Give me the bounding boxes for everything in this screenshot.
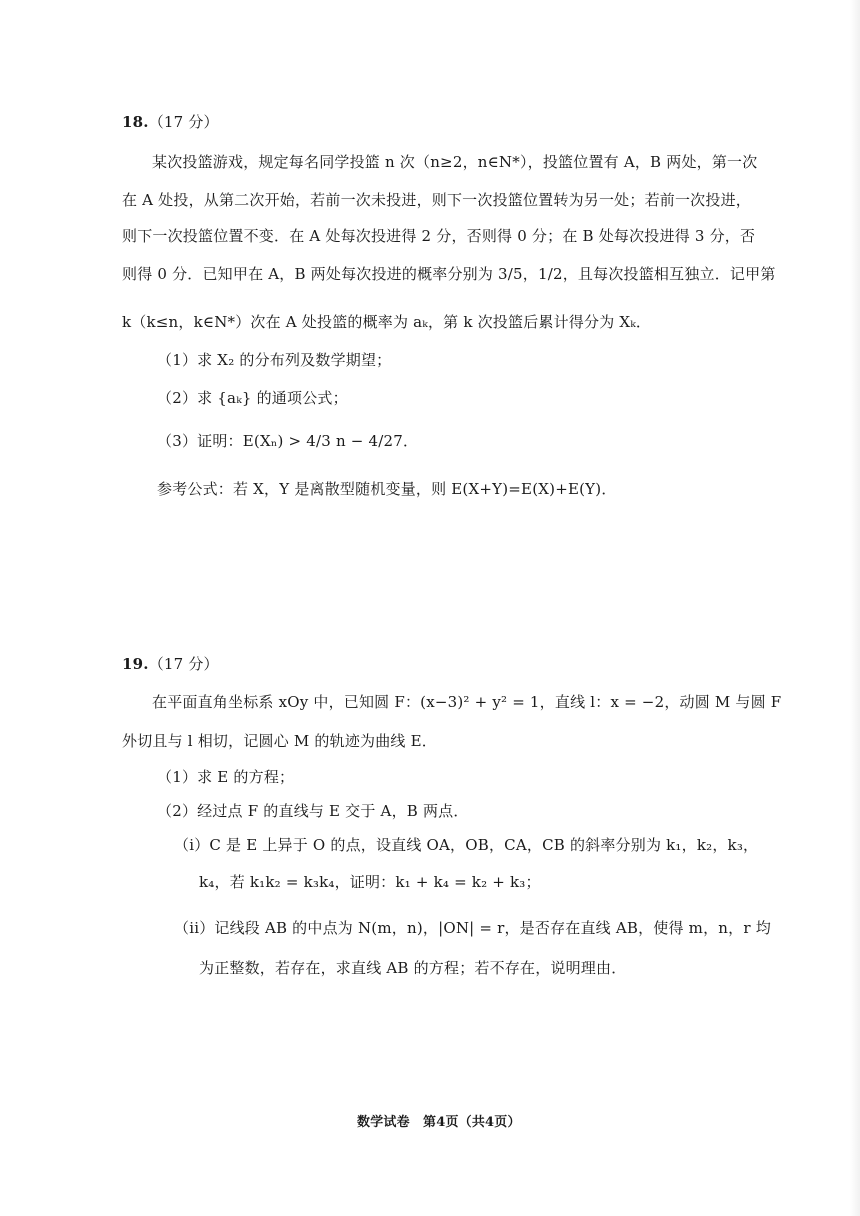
- q19-points: （17 分）: [148, 655, 219, 673]
- q18-part-3: （3）证明：E(Xₙ) > 4/3 n − 4/27．: [157, 432, 419, 450]
- q18-part-1: （1）求 X₂ 的分布列及数学期望；: [157, 351, 392, 369]
- q19-sub-i-line-1: （i）C 是 E 上异于 O 的点，设直线 OA，OB，CA，CB 的斜率分别为 k₁，k₂，k₃，: [174, 836, 759, 854]
- q18-line-2: 在 A 处投，从第二次开始，若前一次未投进，则下一次投篮位置转为另一处；若前一次投进，: [122, 191, 751, 209]
- q18-line-4: 则得 0 分．已知甲在 A，B 两处每次投进的概率分别为 3/5，1/2，且每次投篮相互独立．记甲第: [122, 265, 776, 283]
- q19-line-2: 外切且与 l 相切，记圆心 M 的轨迹为曲线 E．: [122, 732, 437, 750]
- q18-points: （17 分）: [148, 113, 219, 131]
- page-edge-shadow: [850, 0, 860, 1216]
- q18-line-3: 则下一次投篮位置不变．在 A 处每次投进得 2 分，否则得 0 分；在 B 处每次投进得 3 分，否: [122, 227, 756, 245]
- q19-header: [122, 654, 219, 674]
- q18-line-5: k（k≤n，k∈N*）次在 A 处投篮的概率为 aₖ，第 k 次投篮后累计得分为 Xₖ．: [122, 313, 652, 331]
- page-footer: 数学试卷 第4页（共4页）: [357, 1115, 521, 1130]
- q18-header: [122, 112, 219, 132]
- q19-number: 19.: [122, 655, 149, 673]
- q19-part-1: （1）求 E 的方程；: [157, 768, 295, 786]
- q19-line-1: 在平面直角坐标系 xOy 中，已知圆 F：(x−3)² + y² = 1，直线 l：x = −2，动圆 M 与圆 F: [152, 693, 782, 711]
- q19-sub-ii-line-1: （ii）记线段 AB 的中点为 N(m，n)，|ON| = r，是否存在直线 AB，使得 m，n，r 均: [174, 919, 771, 937]
- q18-line-1: 某次投篮游戏，规定每名同学投篮 n 次（n≥2，n∈N*），投篮位置有 A，B 两处，第一次: [152, 153, 758, 171]
- q18-part-2: （2）求 {aₖ} 的通项公式；: [157, 389, 348, 407]
- q18-number: 18.: [122, 113, 149, 131]
- q19-sub-ii-line-2: 为正整数，若存在，求直线 AB 的方程；若不存在，说明理由．: [199, 959, 627, 977]
- q19-sub-i-line-2: k₄，若 k₁k₂ = k₃k₄，证明：k₁ + k₄ = k₂ + k₃；: [199, 873, 541, 891]
- q18-reference: 参考公式：若 X，Y 是离散型随机变量，则 E(X+Y)=E(X)+E(Y)．: [157, 480, 617, 498]
- q19-part-2: （2）经过点 F 的直线与 E 交于 A，B 两点．: [157, 802, 469, 820]
